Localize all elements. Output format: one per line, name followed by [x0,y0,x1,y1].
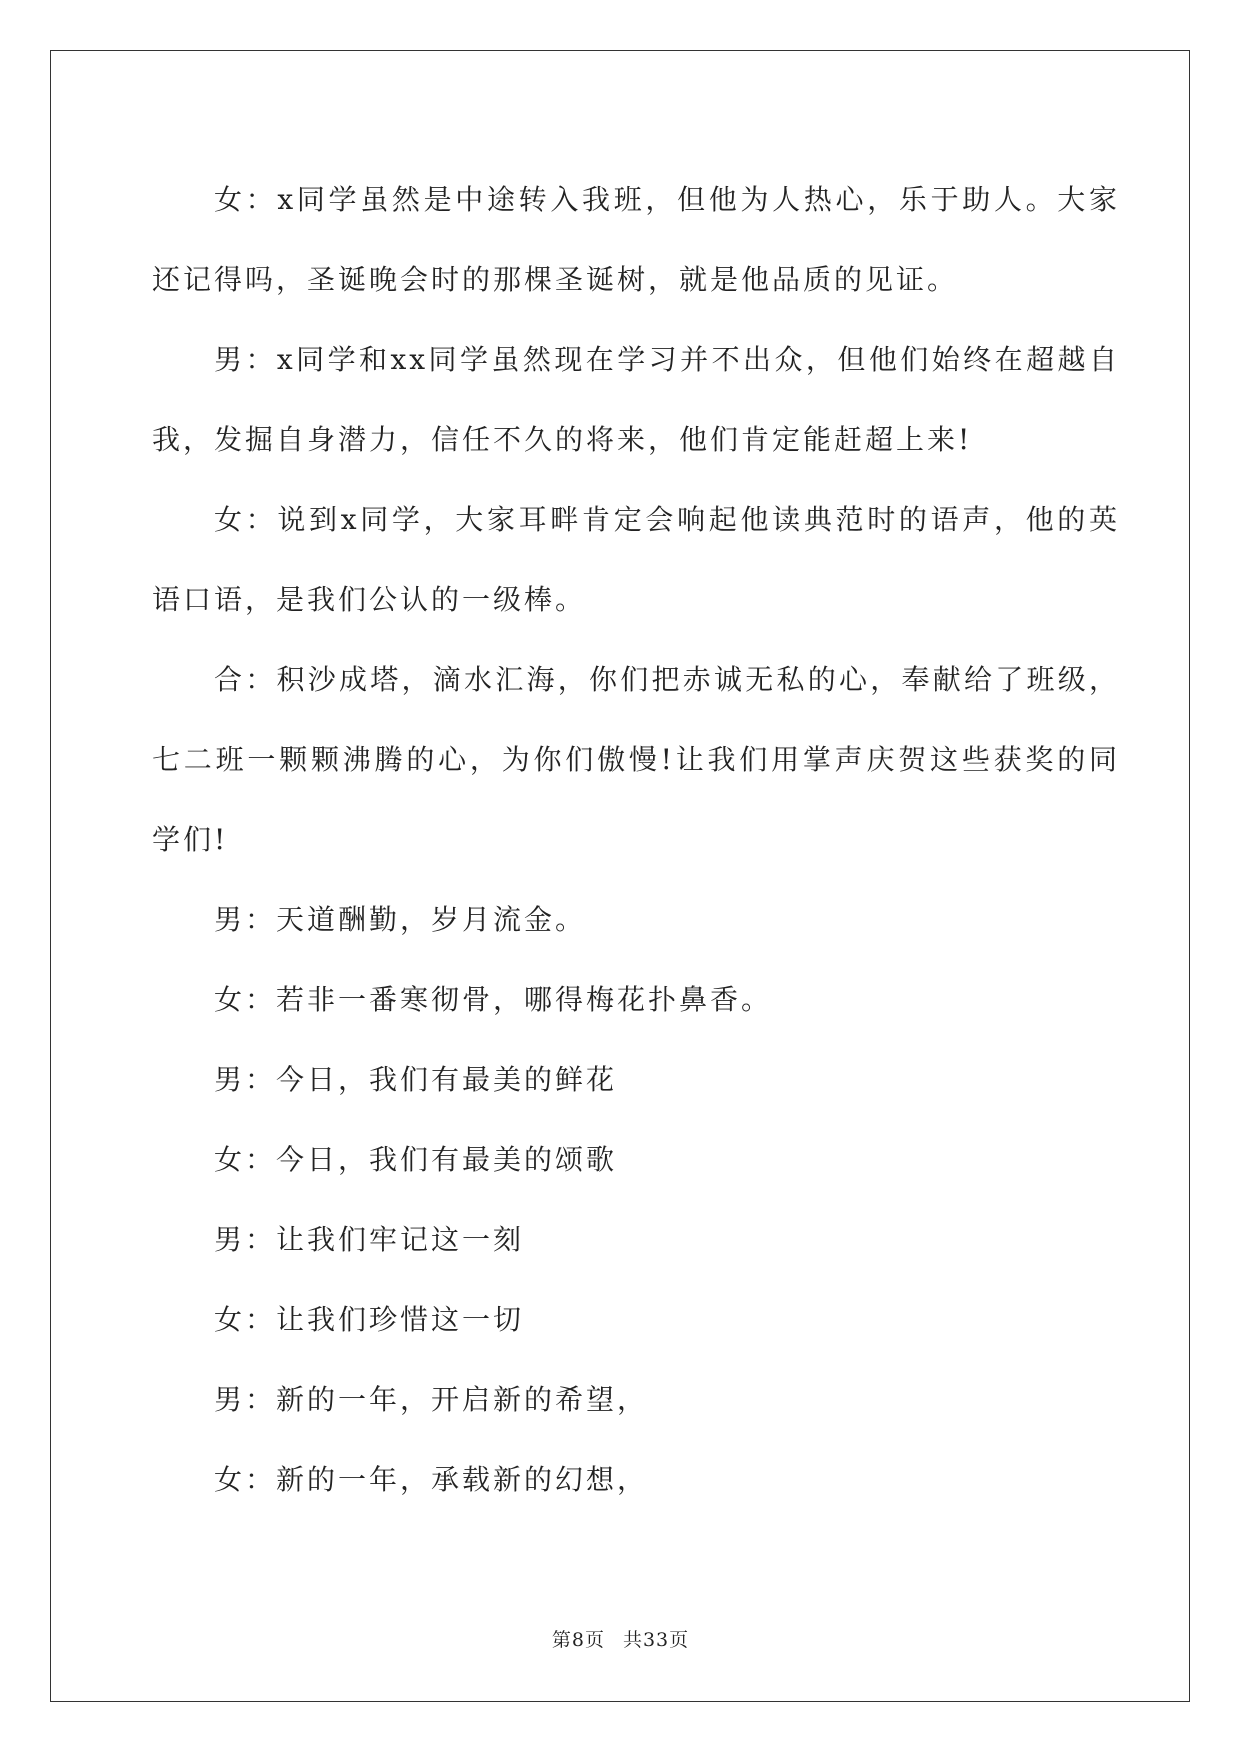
paragraph: 女：说到x同学，大家耳畔肯定会响起他读典范时的语声，他的英语口语，是我们公认的一级棒。 [152,503,1120,616]
page-footer [0,1625,1241,1652]
page-number: 第8页 [551,1629,605,1651]
paragraph: 女：新的一年，承载新的幻想， [214,1463,649,1496]
paragraph: 男：x同学和xx同学虽然现在学习并不出众，但他们始终在超越自我，发掘自身潜力，信任不久的将来，他们肯定能赶超上来! [152,343,1120,456]
paragraph: 女：让我们珍惜这一切 [214,1303,525,1336]
paragraph: 男：天道酬勤，岁月流金。 [214,903,587,936]
paragraph: 男：让我们牢记这一刻 [214,1223,525,1256]
paragraph: 合：积沙成塔，滴水汇海，你们把赤诚无私的心，奉献给了班级，七二班一颗颗沸腾的心，为你们傲慢!让我们用掌声庆贺这些获奖的同学们! [152,663,1120,856]
paragraph: 男：今日，我们有最美的鲜花 [214,1063,618,1096]
paragraph: 男：新的一年，开启新的希望， [214,1383,649,1416]
paragraph: 女：x同学虽然是中途转入我班，但他为人热心，乐于助人。大家还记得吗，圣诞晚会时的那棵圣诞树，就是他品质的见证。 [152,183,1120,296]
page-total: 共33页 [622,1629,690,1651]
document-body [152,160,1120,1520]
paragraph: 女：今日，我们有最美的颂歌 [214,1143,618,1176]
paragraph: 女：若非一番寒彻骨，哪得梅花扑鼻香。 [214,983,773,1016]
